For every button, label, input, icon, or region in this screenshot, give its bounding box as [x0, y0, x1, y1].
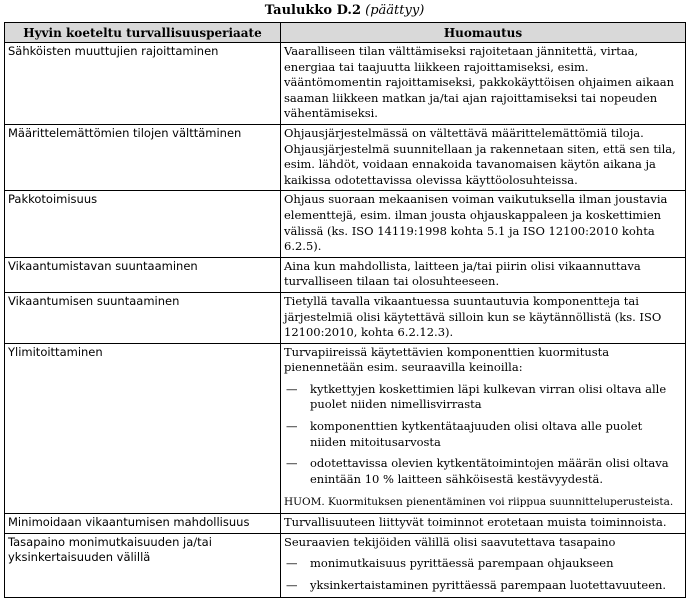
table-row [5, 124, 686, 190]
dash-bullet-icon: — [286, 381, 298, 396]
remark-intro: Seuraavien tekijöiden välillä olisi saavutettava tasapaino [284, 534, 616, 549]
table-row [5, 343, 686, 513]
remark-intro: Turvapiireissä käytettävien komponenttien kuormitusta pienennetään esim. seuraavilla keinoilla: [284, 344, 610, 375]
header-principle: Hyvin koeteltu turvallisuusperiaate [5, 23, 281, 43]
remark-cell [281, 533, 686, 597]
dash-bullet-icon: — [286, 556, 298, 571]
remark-cell: Ohjaus suoraan mekaanisen voiman vaikutuksella ilman joustavia elementtejä, esim. ilman jousta ohjauskappaleen ja koskettimien välissä (ks. ISO 14119:1998 kohta 5.1 ja ISO 12100:2010 kohta 6.2.5). [281, 191, 686, 257]
table-row [5, 292, 686, 343]
principle-cell: Vikaantumistavan suuntaaminen [5, 257, 281, 292]
list-item-text: yksinkertaistaminen pyrittäessä parempaan luotettavuuteen. [310, 577, 667, 592]
list-item [284, 382, 682, 413]
principle-cell: Pakkotoimisuus [5, 191, 281, 257]
table-caption [0, 3, 689, 18]
remark-cell: Tietyllä tavalla vikaantuessa suuntautuvia komponentteja tai järjestelmiä olisi käytettävä silloin kun se käytännöllistä (ks. ISO 12100:2010, kohta 6.2.12.3). [281, 292, 686, 343]
remark-cell [281, 343, 686, 513]
dash-bullet-icon: — [286, 419, 298, 434]
remark-cell: Aina kun mahdollista, laitteen ja/tai piirin olisi vikaannuttava turvalliseen tilaan tai olosuhteeseen. [281, 257, 686, 292]
header-remark: Huomautus [281, 23, 686, 43]
remark-cell: Vaaralliseen tilan välttämiseksi rajoitetaan jännitettä, virtaa, energiaa tai taajuutta liikkeen rajoittamiseksi, esim. vääntömomentin rajoittamiseksi, pakkokäyttöisen ohjaimen aikaan saaman liikkeen matkan ja/tai ajan rajoittamiseksi tai nopeuden vähentämiseksi. [281, 43, 686, 125]
dash-bullet-icon: — [286, 577, 298, 592]
table-row [5, 191, 686, 257]
remark-cell: Ohjausjärjestelmässä on vältettävä määrittelemättömiä tiloja. Ohjausjärjestelmä suunnitellaan ja rakennetaan siten, että sen tila, esim. lähdöt, voidaan ennakoida tavanomaisen käytön aikana ja kaikissa odotettavissa olevissa käyttöolosuhteissa. [281, 124, 686, 190]
list-item [284, 556, 682, 572]
list-item [284, 456, 682, 487]
principle-cell: Ylimitoittaminen [5, 343, 281, 513]
table-row [5, 514, 686, 534]
list-item [284, 419, 682, 450]
table-title: Taulukko D.2 [264, 3, 362, 18]
table-row [5, 257, 686, 292]
table-row [5, 533, 686, 597]
list-item-text: kytkettyjen koskettimien läpi kulkevan virran olisi oltava alle puolet niiden nimellisvirrasta [310, 381, 667, 412]
dash-bullet-icon: — [286, 456, 298, 471]
principle-cell: Tasapaino monimutkaisuuden ja/tai yksinkertaisuuden välillä [5, 533, 281, 597]
principle-cell: Vikaantumisen suuntaaminen [5, 292, 281, 343]
list-item [284, 578, 682, 594]
list-item-text: komponenttien kytkentätaajuuden olisi oltava alle puolet niiden mitoitusarvosta [310, 419, 643, 449]
principle-cell: Määrittelemättömien tilojen välttäminen [5, 124, 281, 190]
list-item-text: monimutkaisuus pyrittäessä parempaan ohjaukseen [310, 556, 614, 571]
header-row [5, 23, 686, 43]
remark-note: HUOM. Kuormituksen pienentäminen voi riippua suunnitteluperusteista. [284, 496, 674, 509]
safety-principles-table [4, 22, 686, 598]
principle-cell: Minimoidaan vikaantumisen mahdollisuus [5, 514, 281, 534]
principle-cell: Sähköisten muuttujien rajoittaminen [5, 43, 281, 125]
table-row [5, 43, 686, 125]
list-item-text: odotettavissa olevien kytkentätoimintojen määrän olisi oltava enintään 10 % laitteen sähköisestä kestävyydestä. [310, 456, 669, 486]
remark-cell: Turvallisuuteen liittyvät toiminnot erotetaan muista toiminnoista. [281, 514, 686, 534]
table-continuation-note: (päättyy) [365, 3, 425, 18]
